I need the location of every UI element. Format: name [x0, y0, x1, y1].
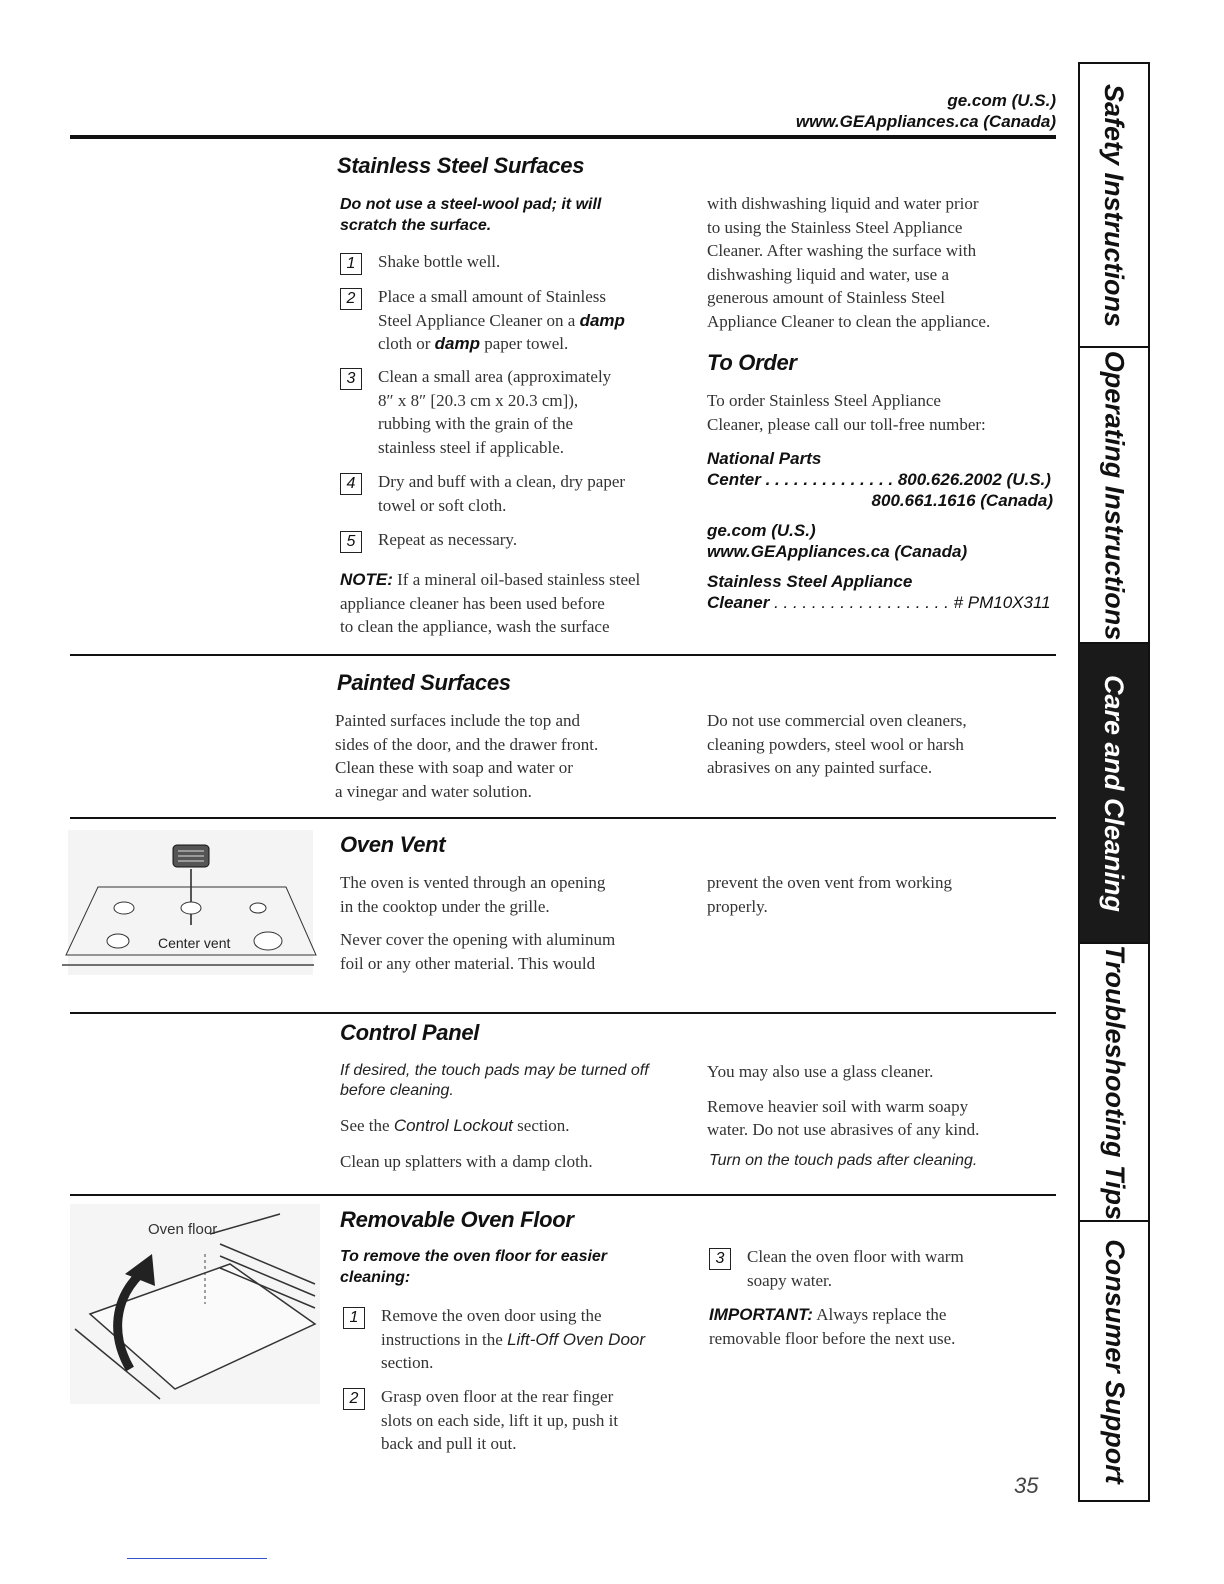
stainless-step-1: 1 Shake bottle well.: [340, 250, 500, 275]
burner-icon: [254, 932, 282, 950]
section-tabs: [1078, 62, 1150, 1502]
stainless-right-text: with dishwashing liquid and water prior to using the Stainless Steel Appliance Cleaner. After washing the surface with dishwashing liquid and water, use a generous amount of Stainless Steel Appliance Cleaner to clean the appliance.: [707, 194, 991, 331]
vent-right-text: prevent the oven vent from working properly.: [707, 873, 953, 916]
rule-painted: [70, 654, 1056, 656]
step-number: 1: [343, 1307, 365, 1329]
control-lockout-link[interactable]: Control Lockout: [393, 1116, 513, 1135]
order-us-link[interactable]: ge.com (U.S.): [707, 521, 816, 540]
phone-canada[interactable]: 800.661.1616 (Canada): [871, 491, 1053, 510]
floor-step-3: 3 Clean the oven floor with warm soapy water.: [709, 1245, 964, 1292]
stainless-step-4: 4 Dry and buff with a clean, dry paper towel or soft cloth.: [340, 470, 625, 517]
control-turn-on: Turn on the touch pads after cleaning.: [709, 1152, 978, 1169]
floor-important: IMPORTANT: Always replace the removable floor before the next use.: [709, 1305, 956, 1348]
burner-icon: [250, 903, 266, 913]
header-links: [700, 90, 1056, 132]
top-rule: [70, 135, 1056, 139]
control-lockout-ref: See the Control Lockout section.: [340, 1116, 570, 1135]
step-number: 2: [340, 288, 362, 310]
floor-step-2: 2 Grasp oven floor at the rear finger slots on each side, lift it up, push it back and pull it out.: [343, 1385, 618, 1456]
step-number: 1: [340, 253, 362, 275]
oven-floor-illustration: [70, 1204, 320, 1404]
vent-figure-label: Center vent: [158, 935, 231, 951]
floor-title: Removable Oven Floor: [340, 1207, 574, 1232]
page-number: 35: [1014, 1473, 1039, 1498]
painted-title: Painted Surfaces: [337, 670, 511, 695]
lift-off-door-link[interactable]: Lift-Off Oven Door: [507, 1329, 646, 1349]
step-number: 4: [340, 473, 362, 495]
stainless-note: NOTE: If a mineral oil-based stainless steel appliance cleaner has been used before to clean the appliance, wash the surface: [340, 570, 641, 636]
stainless-title: Stainless Steel Surfaces: [337, 153, 585, 178]
rule-floor: [70, 1194, 1056, 1196]
header-canada-link[interactable]: www.GEAppliances.ca (Canada): [795, 112, 1056, 131]
painted-left-text: Painted surfaces include the top and sides of the door, and the drawer front. Clean these with soap and water or a vinegar and water solution.: [335, 711, 599, 801]
order-text: To order Stainless Steel Appliance Cleaner, please call our toll-free number:: [707, 391, 986, 434]
stainless-warning: Do not use a steel-wool pad; it will scratch the surface.: [340, 196, 602, 234]
order-national-parts: National Parts Center . . . . . . . . . . . . . . 800.626.2002 (U.S.) 800.661.1616 (Canada): [707, 449, 1053, 510]
order-web: [707, 520, 967, 562]
tab-safety-instructions[interactable]: Safety Instructions: [1080, 64, 1148, 348]
control-title: Control Panel: [340, 1020, 480, 1045]
order-canada-link[interactable]: www.GEAppliances.ca (Canada): [707, 542, 968, 561]
rule-control: [70, 1012, 1056, 1014]
cooktop-vent-illustration: [58, 825, 320, 985]
tab-consumer-support[interactable]: Consumer Support: [1099, 1238, 1130, 1484]
burner-icon: [107, 934, 129, 948]
phone-us[interactable]: 800.626.2002 (U.S.): [897, 470, 1051, 489]
tab-operating-instructions[interactable]: Operating Instructions: [1080, 348, 1148, 644]
rule-vent: [70, 817, 1056, 819]
tab-troubleshooting-tips[interactable]: Troubleshooting Tips: [1080, 944, 1148, 1222]
step-number: 3: [709, 1248, 731, 1270]
floor-subtitle: To remove the oven floor for easier cleaning:: [340, 1248, 608, 1286]
stainless-step-2: 2 Place a small amount of Stainless Steel Appliance Cleaner on a damp cloth or damp paper towel.: [340, 285, 625, 356]
step-number: 5: [340, 531, 362, 553]
burner-icon: [114, 902, 134, 914]
painted-right-text: Do not use commercial oven cleaners, cleaning powders, steel wool or harsh abrasives on any painted surface.: [707, 711, 967, 777]
control-right-text: You may also use a glass cleaner. Remove heavier soil with warm soapy water. Do not use abrasives of any kind.: [707, 1062, 980, 1139]
floor-step-1: 1 Remove the oven door using the instructions in the Lift-Off Oven Door section.: [343, 1304, 645, 1375]
vent-left-text: The oven is vented through an opening in the cooktop under the grille. Never cover the opening with aluminum foil or any other material. This would: [340, 873, 616, 973]
stainless-step-3: 3 Clean a small area (approximately 8″ x 8″ [20.3 cm x 20.3 cm]), rubbing with the grain of the stainless steel if applicable.: [340, 365, 611, 459]
step-number: 2: [343, 1388, 365, 1410]
vent-title: Oven Vent: [340, 832, 446, 857]
order-title: To Order: [707, 350, 797, 375]
control-intro: If desired, the touch pads may be turned off before cleaning.: [340, 1062, 649, 1099]
tab-care-and-cleaning[interactable]: Care and Cleaning: [1080, 644, 1148, 944]
order-cleaner-part: Stainless Steel Appliance Cleaner . . . . . . . . . . . . . . . . . . . # PM10X311: [707, 572, 1051, 612]
stainless-step-5: 5 Repeat as necessary.: [340, 528, 517, 553]
footer-line: [127, 1558, 267, 1559]
control-splatters: Clean up splatters with a damp cloth.: [340, 1152, 593, 1171]
step-number: 3: [340, 368, 362, 390]
floor-figure-label: Oven floor: [148, 1221, 218, 1238]
header-us-link[interactable]: ge.com (U.S.): [947, 91, 1056, 110]
burner-icon: [181, 902, 201, 914]
